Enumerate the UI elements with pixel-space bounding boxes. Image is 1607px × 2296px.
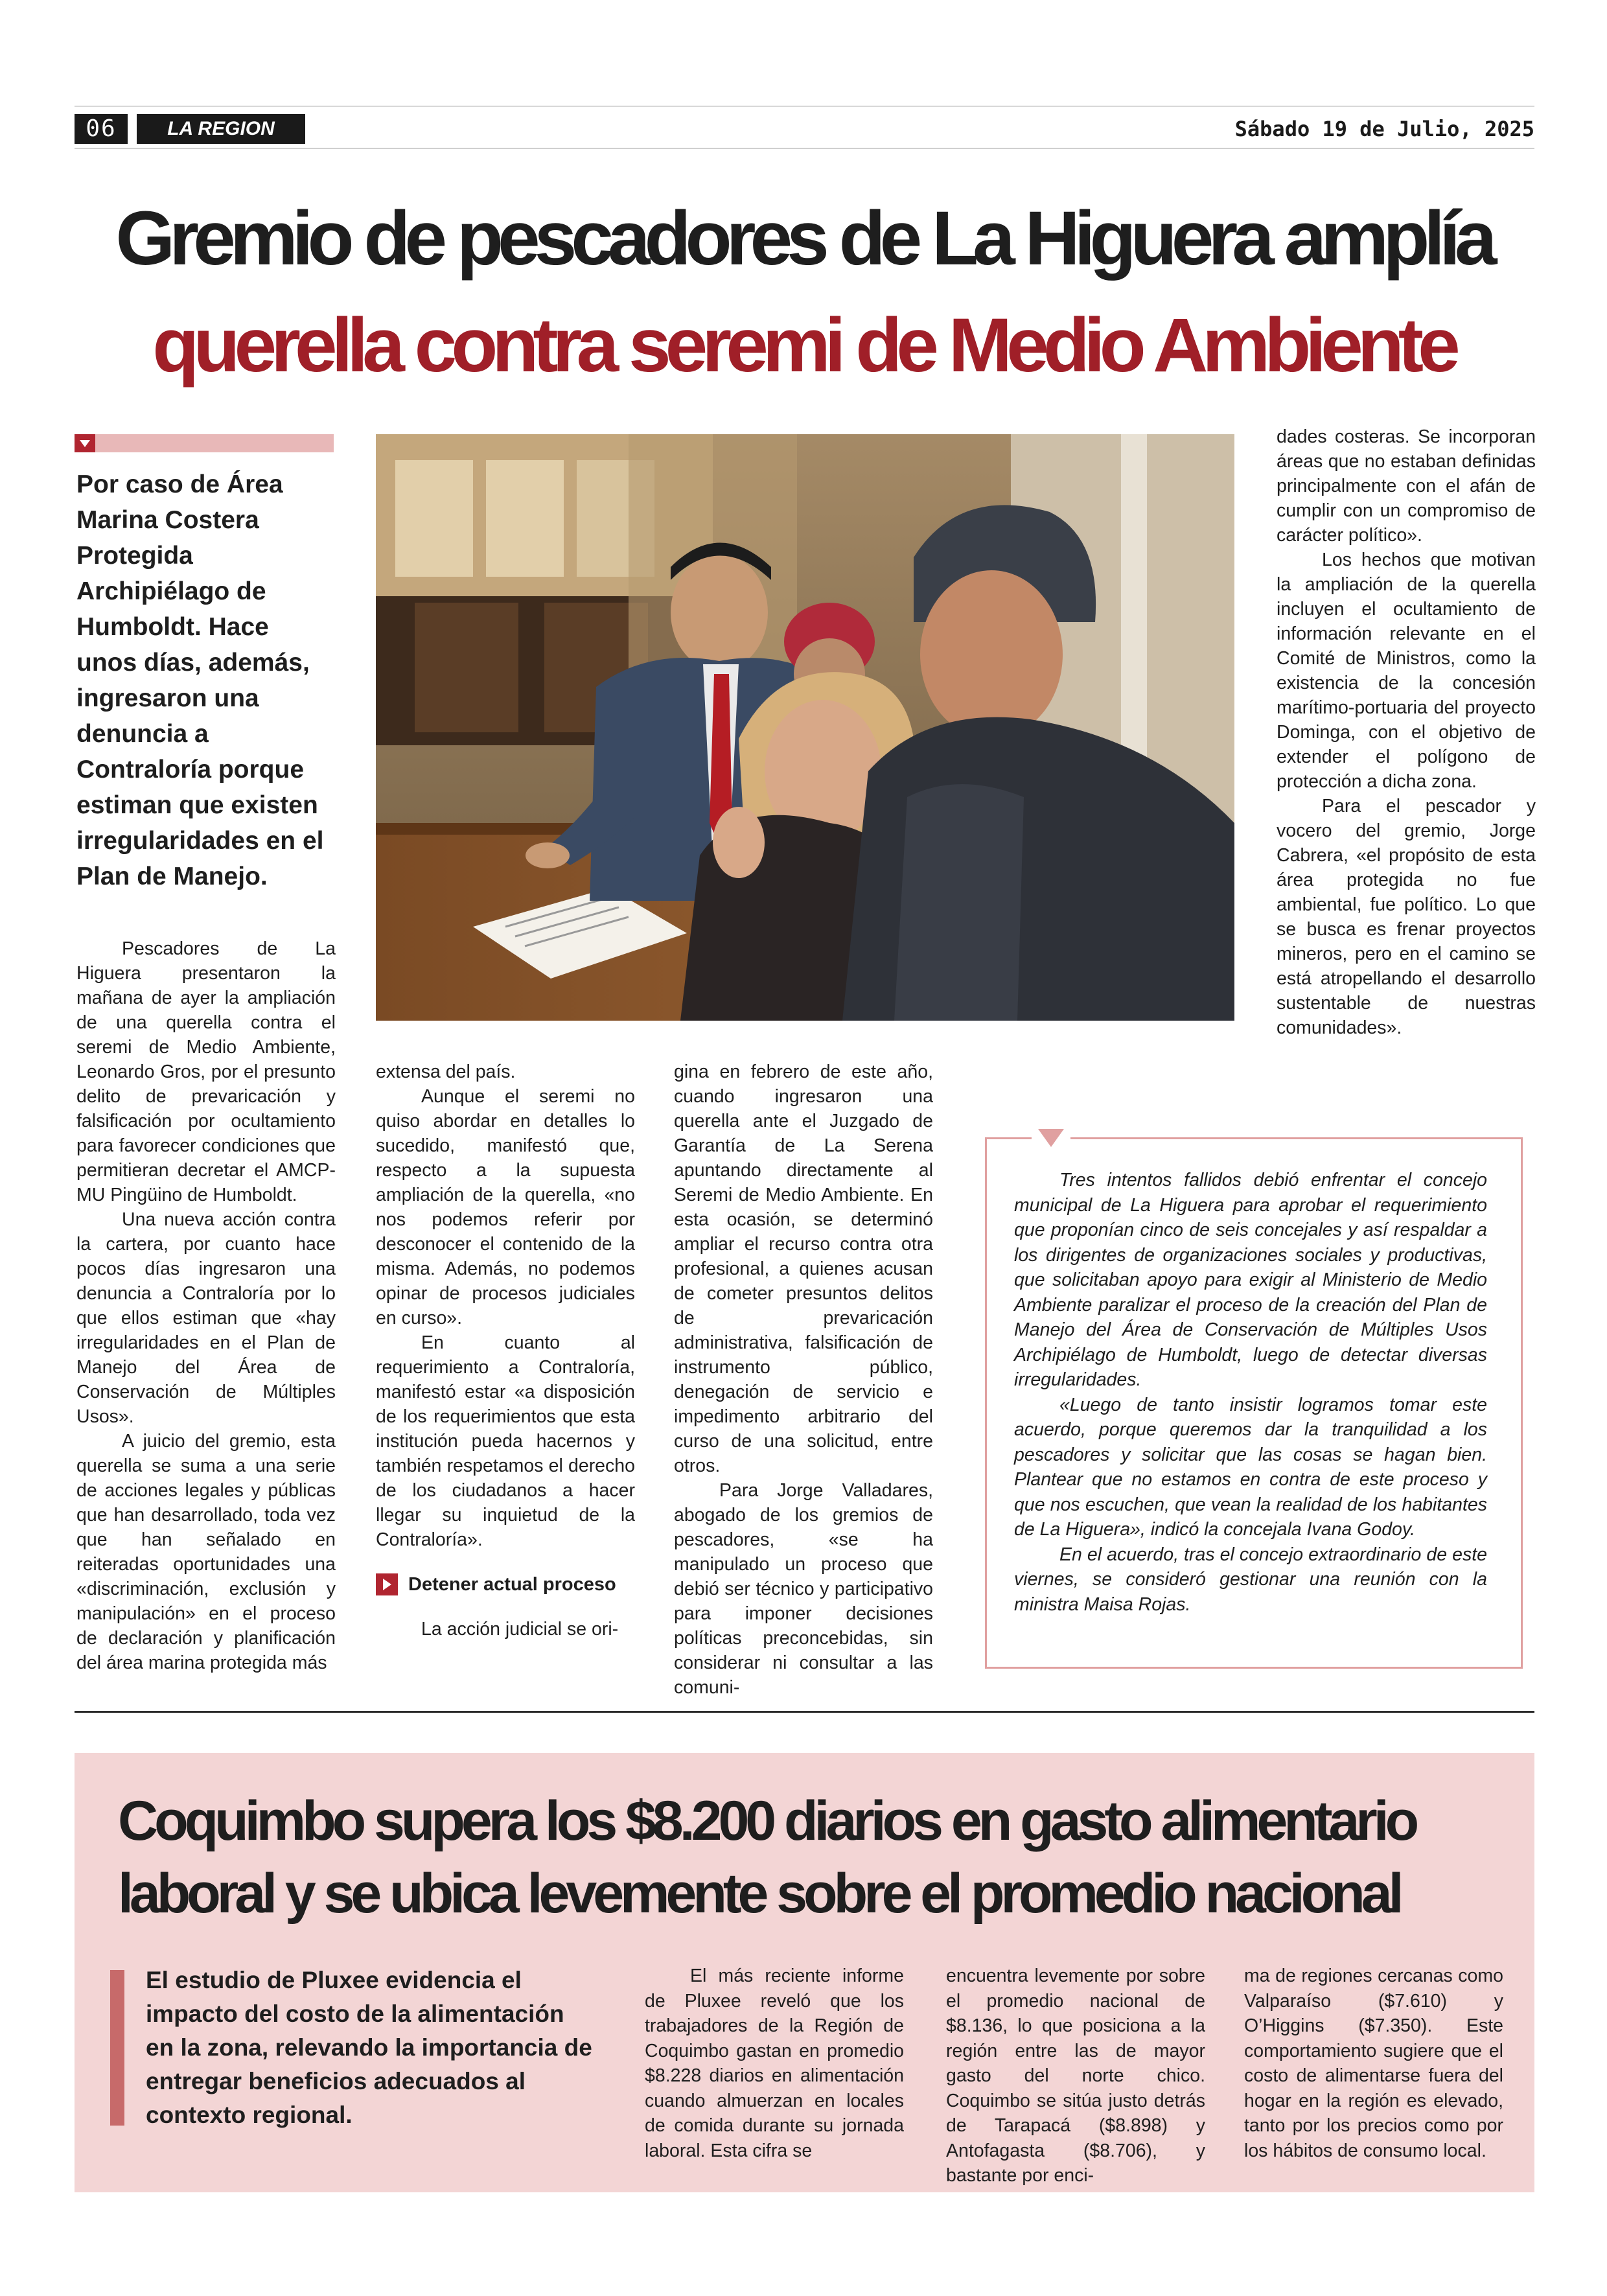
play-arrow-icon: [376, 1573, 398, 1595]
paragraph: extensa del país.: [376, 1061, 516, 1082]
section-subhead: [376, 1571, 635, 1597]
paragraph: En cuanto al requerimiento a Contraloría, manifestó estar «a disposición de los requerimientos que esta institución pueda hacernos y también respetamos el derecho de los ciudadanos a hacer llegar su inquietud de la Contraloría».: [376, 1332, 635, 1550]
article-2-column-3: [1244, 1964, 1503, 2163]
sidebar-box-text: [1014, 1168, 1487, 1617]
top-rule: [75, 106, 1534, 107]
headline-line-1: Gremio de pescadores de La Higuera amplía: [115, 196, 1492, 281]
article-column-2: [376, 1060, 635, 1641]
paragraph: Para el pescador y vocero del gremio, Jorge Cabrera, «el propósito de esta área protegida no fue ambiental, fue político. Lo que se busca es frenar proyectos mineros, pero en el camino se está atropellando el desarrollo sustentable de nuestras comunidades».: [1277, 796, 1536, 1038]
paragraph: A juicio del gremio, esta querella se suma a una serie de acciones legales y públicas que han desarrollado, toda vez que han señalado en reiteradas oportunidades una «discriminación, exclusión y manipulación» en el proceso de declaración y planificación del área marina protegida más: [76, 1431, 336, 1673]
lead-bar: [110, 1970, 124, 2126]
article-2-column-2: [946, 1964, 1205, 2188]
article-column-4: [1277, 424, 1536, 1040]
paragraph: dades costeras. Se incorporan áreas que no estaban definidas principalmente con el afán de cumplir con un compromiso de carácter político».: [1277, 426, 1536, 546]
paragraph: Para Jorge Valladares, abogado de los gremios de pescadores, «se ha manipulado un proceso que debió ser técnico y participativo para imponer decisiones políticas preconcebidas, sin considerar ni consultar a las comuni-: [674, 1480, 933, 1698]
paragraph: Los hechos que motivan la ampliación de la querella incluyen el ocultamiento de información relevante en el Comité de Ministros, como la existencia de la concesión marítimo-portuaria del proyecto Dominga, con el objetivo de extender el polígono de protección a dicha zona.: [1277, 550, 1536, 792]
headline-line-2: querella contra seremi de Medio Ambiente: [152, 303, 1455, 388]
paragraph: Tres intentos fallidos debió enfrentar el concejo municipal de La Higuera para aprobar el requerimiento que proponían cinco de seis concejales y así respaldar a los dirigentes de organizaciones sociales y productivas, que solicitaban apoyo para exigir al Ministerio de Medio Ambiente paralizar el proceso de la creación del Plan de Manejo del Área de Conservación de Múltiples Usos Archipiélago de Humboldt, luego de detectar diversas irregularidades.: [1014, 1170, 1487, 1390]
triangle-down-icon: [75, 434, 95, 452]
article-2-column-1: [645, 1964, 904, 2163]
paragraph: Pescadores de La Higuera presentaron la mañana de ayer la ampliación de una querella contra el seremi de Medio Ambiente, Leonardo Gros, por el presunto delito de prevaricación y falsificación por ocultamiento para favorecer condiciones que permitieran decretar el AMCP-MU Pingüino de Humboldt.: [76, 938, 336, 1205]
kicker-text: Por caso de Área Marina Costera Protegida Archipiélago de Humboldt. Hace unos días, además, ingresaron una denuncia a Contraloría porque estiman que existen irregularidades en el Plan de Manejo.: [76, 470, 324, 890]
subhead-text: Detener actual proceso: [408, 1574, 616, 1595]
newspaper-logo: LA REGION: [137, 114, 305, 144]
news-photo: [376, 434, 1234, 1021]
article-separator: [75, 1711, 1534, 1713]
page-header: [75, 114, 1534, 145]
paragraph: La acción judicial se ori-: [421, 1619, 619, 1640]
paragraph: «Luego de tanto insistir logramos tomar este acuerdo, porque queremos dar la tranquilidad a los pescadores y solicitar que las cosas se hagan bien. Plantear que no estamos en contra de este proceso y que nos escuchen, que vean la realidad de los habitantes de La Higuera», indicó la concejala Ivana Godoy.: [1014, 1394, 1487, 1540]
article-column-3: [674, 1060, 933, 1700]
article-2-headline-line-1: Coquimbo supera los $8.200 diarios en gasto alimentario: [118, 1790, 1416, 1852]
box-notch: [1032, 1129, 1070, 1139]
article-2-headline-line-2: laboral y se ubica levemente sobre el promedio nacional: [118, 1862, 1400, 1925]
paragraph: En el acuerdo, tras el concejo extraordinario de este viernes, se consideró gestionar una reunión con la ministra Maisa Rojas.: [1014, 1544, 1487, 1615]
kicker-bar: [75, 434, 334, 452]
page-number: 06: [75, 114, 128, 144]
article-column-1: [76, 936, 336, 1675]
paragraph: El más reciente informe de Pluxee reveló que los trabajadores de la Región de Coquimbo gastan en promedio $8.228 diarios en alimentación cuando almuerzan en locales de comida durante su jornada laboral. Esta cifra se: [645, 1966, 904, 2161]
paragraph: encuentra levemente por sobre el promedio nacional de $8.136, lo que posiciona a la región entre las de mayor gasto del norte chico. Coquimbo se sitúa justo detrás de Tarapacá ($8.898) y Antofagasta ($8.706), y bastante por enci-: [946, 1966, 1205, 2186]
paragraph: Una nueva acción contra la cartera, por cuanto hace pocos días ingresaron una denuncia a Contraloría por lo que ellos estiman que «hay irregularidades en el Plan de Manejo del Área de Conservación de Múltiples Usos».: [76, 1209, 336, 1427]
header-rule: [75, 148, 1534, 149]
paragraph: gina en febrero de este año, cuando ingresaron una querella ante el Juzgado de Garantía de La Serena apuntando directamente al Seremi de Medio Ambiente. En esta ocasión, se determinó ampliar el recurso contra otra profesional, a quienes acusan de cometer presuntos delitos de prevaricación administrativa, falsificación de instrumento público, denegación de servicio e impedimento arbitrario del curso de una solicitud, entre otros.: [674, 1061, 933, 1476]
paragraph: ma de regiones cercanas como Valparaíso ($7.610) y O’Higgins ($7.350). Este comportamiento sugiere que el costo de alimentarse fuera del hogar en la región es elevado, tanto por los precios como por los hábitos de consumo local.: [1244, 1966, 1503, 2161]
issue-date: Sábado 19 de Julio, 2025: [1234, 117, 1534, 141]
paragraph: Aunque el seremi no quiso abordar en detalles lo sucedido, manifestó que, respecto a la supuesta ampliación de la querella, «no nos podemos referir por desconocer el contenido de la misma. Además, no podemos opinar de procesos judiciales en curso».: [376, 1086, 635, 1328]
article-2-lead: El estudio de Pluxee evidencia el impacto del costo de la alimentación en la zona, relevando la importancia de entregar beneficios adecuados al contexto regional.: [146, 1967, 592, 2128]
